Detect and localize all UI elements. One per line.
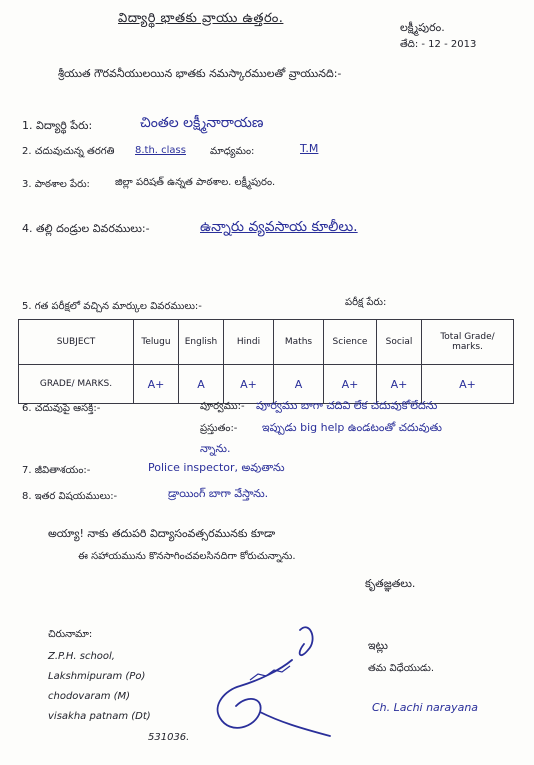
item7-label: 7. జీవితాశయం:- bbox=[22, 465, 91, 476]
item6-present-label: ప్రస్తుతం:- bbox=[200, 423, 238, 434]
marks-table bbox=[18, 319, 514, 404]
table-cell: GRADE/ MARKS. bbox=[19, 365, 134, 404]
item8-label: 8. ఇతర విషయములు:- bbox=[22, 491, 118, 502]
yours: ఇట్లు bbox=[368, 639, 388, 652]
date: తేది: - 12 - 2013 bbox=[400, 39, 477, 50]
table-cell: A+ bbox=[422, 365, 514, 404]
table-cell: A+ bbox=[134, 365, 179, 404]
table-header: SUBJECT bbox=[19, 320, 134, 365]
table-header-row bbox=[19, 320, 514, 365]
handwritten-signature bbox=[200, 610, 360, 750]
table-cell: A+ bbox=[224, 365, 274, 404]
field-3-value: జిల్లా పరిషత్ ఉన్నత పాఠశాల. లక్ష్మీపురం. bbox=[115, 177, 276, 188]
item6-present-value2: న్నాను. bbox=[200, 442, 231, 455]
field-4-label: 4. తల్లి దండ్రుల వివరములు:- bbox=[22, 222, 150, 235]
place: లక్ష్మీపురం. bbox=[400, 21, 445, 34]
field-1-label: 1. విద్యార్థి పేరు: bbox=[22, 119, 93, 132]
closing-line-2: ఈ సహాయమును కొనసాగించవలసినదిగా కోరుచున్నాను. bbox=[78, 551, 296, 562]
field-2-label2: మాధ్యమం: bbox=[210, 146, 255, 157]
address-line: visakha patnam (Dt) bbox=[48, 711, 151, 722]
field-4-value: ఉన్నారు వ్యవసాయ కూలీలు. bbox=[200, 219, 358, 235]
address-line: Z.P.H. school, bbox=[48, 651, 115, 662]
address-line: Lakshmipuram (Po) bbox=[48, 671, 146, 682]
letter-title: విద్యార్థి భాతకు వ్రాయు ఉత్తరం. bbox=[118, 11, 284, 26]
table-header: Maths bbox=[274, 320, 324, 365]
item6-past-label: పూర్వము:- bbox=[200, 401, 245, 412]
field-1-value: చింతల లక్ష్మీనారాయణ bbox=[140, 115, 264, 131]
field-2-label: 2. చదువుచున్న తరగతి bbox=[22, 146, 115, 157]
table-header: Social bbox=[377, 320, 422, 365]
table-cell: A+ bbox=[377, 365, 422, 404]
address-line: 531036. bbox=[148, 732, 190, 743]
field-2-value: 8.th. class bbox=[135, 145, 186, 156]
table-header: English bbox=[179, 320, 224, 365]
field-3-label: 3. పాఠశాల పేరు: bbox=[22, 179, 90, 190]
thanks: కృతజ్ఞతలు. bbox=[365, 577, 416, 590]
signature-name: Ch. Lachi narayana bbox=[372, 701, 479, 714]
table-cell: A+ bbox=[324, 365, 377, 404]
table-header: Telugu bbox=[134, 320, 179, 365]
salutation: శ్రీయుత గౌరవనీయులయిన భాతకు నమస్కారములతో వ్రాయునది:- bbox=[58, 67, 342, 80]
table-header: Hindi bbox=[224, 320, 274, 365]
field-2-value2: T.M bbox=[300, 142, 319, 155]
yours-2: తమ విధేయుడు. bbox=[368, 663, 435, 674]
address-label: చిరునామా: bbox=[48, 629, 93, 640]
closing-line-1: అయ్యా! నాకు తదుపరి విద్యాసంవత్సరమునకు కూడా bbox=[48, 527, 276, 540]
item6-past-value: పూర్వము బాగా చదివి లేక చదువుకోలేదను bbox=[256, 399, 438, 412]
address-line: chodovaram (M) bbox=[48, 691, 131, 702]
item8-value: డ్రాయింగ్ బాగా వేస్తాను. bbox=[168, 487, 269, 500]
table-header: Total Grade/ marks. bbox=[422, 320, 514, 365]
table-row bbox=[19, 365, 514, 404]
item7-value: Police inspector, అవుతాను bbox=[148, 461, 285, 474]
item6-label: 6. చదువుపై ఆసక్తి:- bbox=[22, 403, 101, 414]
table-cell: A bbox=[179, 365, 224, 404]
item6-present-value: ఇప్పుడు big help ఉండటంతో చదువుతు bbox=[262, 421, 442, 434]
table-header: Science bbox=[324, 320, 377, 365]
table-cell: A bbox=[274, 365, 324, 404]
item5-label: 5. గత పరీక్షలో వచ్చిన మార్కుల వివరములు:- bbox=[22, 301, 202, 312]
item5-label2: పరీక్ష పేరు: bbox=[345, 297, 387, 308]
